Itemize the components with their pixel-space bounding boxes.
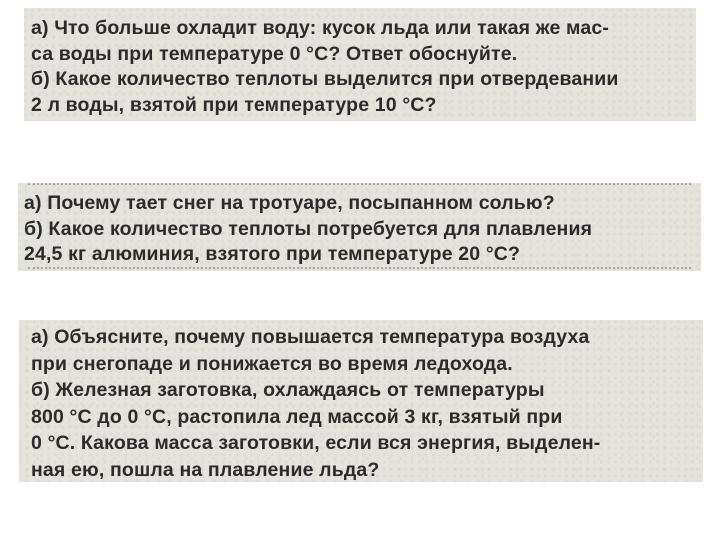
task-block-2 xyxy=(18,183,701,271)
task-line: 800 °С до 0 °С, растопила лед массой 3 кг, взятый при xyxy=(31,405,563,428)
task-line: 2 л воды, взятой при температуре 10 °С? xyxy=(31,93,437,116)
cropped-text-edge xyxy=(28,183,691,191)
task-block-1 xyxy=(24,8,696,121)
task-line: ная ею, пошла на плавление льда? xyxy=(31,458,380,481)
task-line: а) Что больше охладит воду: кусок льда или такая же мас- xyxy=(31,17,610,39)
task-line: при снегопаде и понижается во время ледохода. xyxy=(31,352,513,375)
task-line: а) Почему тает снег на тротуаре, посыпанном солью? xyxy=(24,192,555,214)
task-line: б) Какое количество теплоты выделится при отвердевании xyxy=(31,68,619,90)
task-block-3 xyxy=(19,320,703,482)
cropped-text-edge xyxy=(28,267,691,271)
task-line: са воды при температуре 0 °С? Ответ обоснуйте. xyxy=(31,42,518,65)
task-line: б) Железная заготовка, охлаждаясь от температуры xyxy=(31,379,545,401)
task-line: б) Какое количество теплоты потребуется для плавления xyxy=(24,217,593,240)
task-line: 0 °С. Какова масса заготовки, если вся энергия, выделен- xyxy=(31,432,601,454)
task-line: 24,5 кг алюминия, взятого при температуре 20 °С? xyxy=(24,243,521,265)
task-line: а) Объясните, почему повышается температура воздуха xyxy=(31,326,590,348)
